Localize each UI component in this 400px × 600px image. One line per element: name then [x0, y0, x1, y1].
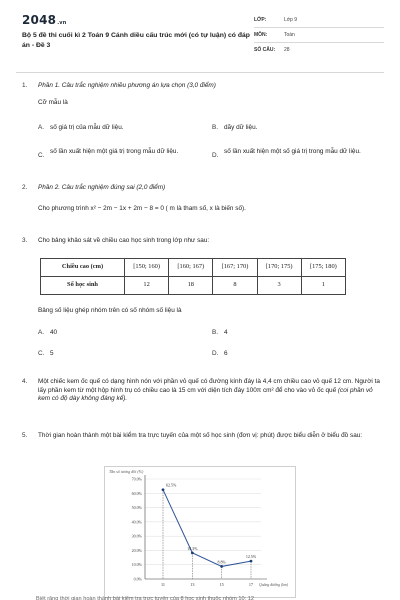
question-number: 4. [22, 378, 28, 385]
data-label: 8.8% [217, 559, 226, 565]
question-number: 3. [22, 237, 28, 244]
x-tick-label: 15 [219, 582, 224, 587]
x-tick-label: 13 [190, 582, 195, 587]
question-number: 1. [22, 82, 28, 89]
meta-key: LỚP: [254, 16, 267, 23]
x-tick-label: 11 [160, 582, 166, 587]
meta-key: MÔN: [254, 31, 268, 38]
option-b[interactable]: B. 4 [212, 329, 228, 336]
question-text [38, 378, 382, 404]
question-5 [22, 432, 382, 462]
table-cell: 12 [125, 277, 169, 295]
data-point [162, 488, 165, 491]
question-text-main: Một chiếc kem ốc quế có dạng hình nón với phần vỏ quế có đường kính đáy là 4,4 cm chiều cao vỏ quế 12 cm. Người ta lấy phần kem từ một hộp hình trụ có chiều cao là 15 cm với diện tích đáy 100π cm² để cho vào vỏ ốc quế [38, 378, 380, 394]
site-logo[interactable]: 2048.vn [22, 13, 67, 27]
meta-value: Lớp 9 [284, 16, 298, 23]
data-label: 62.5% [166, 482, 177, 488]
question-prompt: Cỡ mẫu là [38, 99, 68, 106]
question-text: Phần 1. Câu trắc nghiệm nhiều phương án lựa chọn (3,0 điểm) [38, 82, 216, 89]
question-prompt: Bảng số liệu ghép nhóm trên có số nhóm số liệu là [38, 307, 182, 314]
meta-subject-row [254, 28, 384, 43]
data-point [250, 560, 253, 563]
option-c[interactable]: C. số lần xuất hiện một giá trị trong mẫu dữ liệu. [38, 148, 179, 159]
table-cell: 8 [213, 277, 257, 295]
table-cell: [175; 180) [301, 259, 345, 277]
y-tick-label: 20.0% [131, 547, 142, 553]
question-4 [22, 378, 382, 418]
data-label: 18.3% [187, 545, 198, 551]
height-survey-table [40, 258, 346, 295]
table-cell: 18 [169, 277, 213, 295]
meta-class-row [254, 13, 384, 28]
y-tick-label: 10.0% [131, 562, 142, 568]
next-paragraph-fragment: Biết rằng thời gian hoàn thành bài kiểm tra trực tuyến của 8 học sinh thuộc nhóm 10; 12 [36, 596, 254, 600]
chart-svg [105, 467, 295, 597]
meta-value: Toán [284, 31, 295, 38]
question-3-followup [22, 307, 382, 367]
question-text: Phần 2. Câu trắc nghiệm đúng sai (2,0 điểm) [38, 184, 166, 191]
question-prompt: Cho phương trình x² − 2m − 1x + 2m − 8 = 0 ( m là tham số, x là biến số). [38, 205, 246, 212]
data-point [191, 551, 194, 554]
option-a[interactable]: A. số giá trị của mẫu dữ liệu. [38, 124, 124, 131]
option-a[interactable]: A. 40 [38, 329, 58, 336]
document-title: Bộ 5 đề thi cuối kì 2 Toán 9 Cánh diều cấu trúc mới (có tự luận) có đáp án - Đề 3 [22, 32, 250, 49]
y-tick-label: 30.0% [131, 533, 142, 539]
table-cell: Số học sinh [41, 277, 125, 295]
divider [16, 72, 384, 73]
table-row [41, 259, 346, 277]
table-cell: 3 [257, 277, 301, 295]
data-label: 12.5% [245, 554, 257, 560]
table-cell: [170; 175) [257, 259, 301, 277]
line-chart [104, 466, 296, 598]
y-tick-label: 40.0% [131, 519, 142, 525]
table-row [41, 277, 346, 295]
table-cell: Chiều cao (cm) [41, 259, 125, 277]
question-number: 2. [22, 184, 28, 191]
table-cell: 1 [301, 277, 345, 295]
y-tick-label: 50.0% [131, 505, 142, 511]
meta-value: 28 [284, 47, 290, 54]
meta-count-row [254, 43, 384, 58]
question-text-note: (coi phần vỏ kem có độ dày không đáng kể). [38, 386, 373, 403]
y-axis-label: Tần số tương đối (%) [109, 469, 144, 474]
option-b[interactable]: B. dãy dữ liệu. [212, 124, 258, 131]
y-tick-label: 70.0% [131, 476, 142, 482]
question-text: Cho bảng khảo sát về chiều cao học sinh trong lớp như sau: [38, 237, 210, 244]
y-tick-label: 60.0% [131, 490, 142, 496]
question-text: Thời gian hoàn thành một bài kiểm tra trực tuyến của một số học sinh (đơn vị: phút) được biểu diễn ở biểu đồ sau: [38, 432, 363, 439]
question-number: 5. [22, 432, 28, 439]
series-line [163, 490, 251, 567]
y-tick-label: 0.0% [133, 576, 142, 582]
meta-key: SỐ CÂU: [254, 47, 276, 54]
document-meta [254, 13, 384, 58]
table-cell: [167; 170) [213, 259, 257, 277]
table-cell: [160; 167) [169, 259, 213, 277]
option-d[interactable]: D. 6 [212, 350, 228, 357]
option-c[interactable]: C. 5 [38, 350, 54, 357]
x-axis-label: Quãng đường (km) [259, 583, 288, 587]
option-d[interactable]: D. số lần xuất hiện một số giá trị trong mẫu dữ liệu. [212, 148, 361, 159]
question-1 [22, 82, 382, 172]
table-cell: [150; 160) [125, 259, 169, 277]
document-header [0, 0, 400, 68]
x-tick-label: 17 [248, 582, 254, 587]
data-point [220, 565, 223, 568]
question-2 [22, 184, 382, 224]
